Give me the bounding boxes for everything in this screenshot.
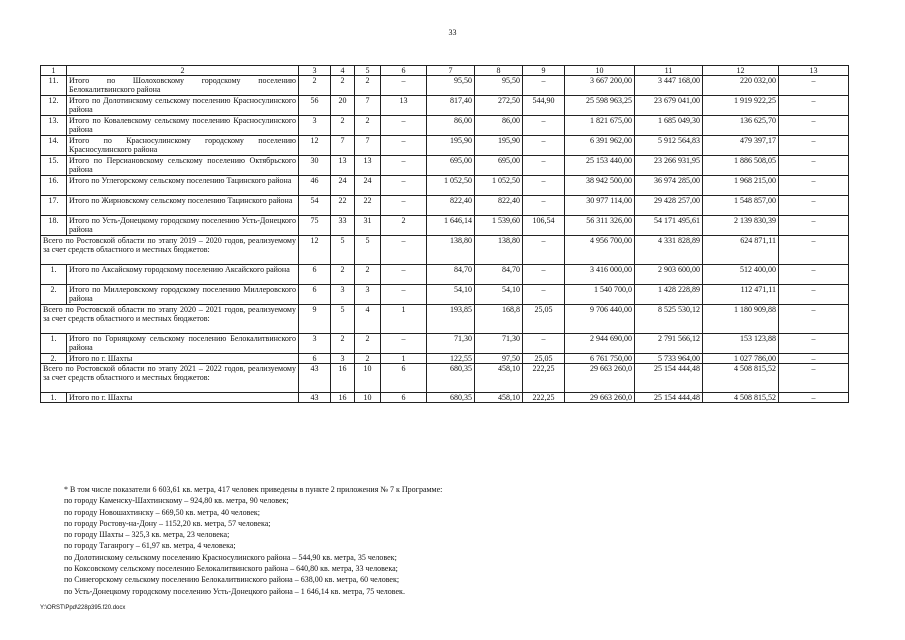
cell-value: 3 416 000,00: [565, 265, 635, 285]
footnote-line: по городу Каменску-Шахтинскому – 924,80 кв. метра, 90 человек;: [64, 496, 289, 506]
footnote-line: по городу Таганрогу – 61,97 кв. метра, 4 человека;: [64, 541, 236, 551]
cell-value: 75: [299, 216, 331, 236]
header-cell: 7: [427, 66, 475, 76]
cell-value: 2: [355, 265, 381, 285]
cell-value: 6: [299, 265, 331, 285]
footnotes: [64, 484, 844, 597]
row-number: 1.: [41, 265, 67, 285]
cell-value: 29 663 260,0: [565, 364, 635, 393]
cell-value: 2: [355, 76, 381, 96]
page-number: 33: [448, 28, 457, 37]
cell-value: 6 761 750,00: [565, 354, 635, 364]
cell-value: 5 912 564,83: [635, 136, 703, 156]
row-number: 2.: [41, 354, 67, 364]
cell-value: 822,40: [475, 196, 523, 216]
cell-value: 1 027 786,00: [703, 354, 779, 364]
cell-value: 1 685 049,30: [635, 116, 703, 136]
row-number: 1.: [41, 334, 67, 354]
cell-value: 136 625,70: [703, 116, 779, 136]
cell-value: 30: [299, 156, 331, 176]
cell-value: 7: [355, 136, 381, 156]
cell-value: 33: [331, 216, 355, 236]
table-row: [41, 216, 849, 236]
cell-value: 46: [299, 176, 331, 196]
cell-value: 54 171 495,61: [635, 216, 703, 236]
footnote-line: * В том числе показатели 6 603,61 кв. метра, 417 человек приведены в пункте 2 приложения № 7 к Программе:: [64, 485, 443, 494]
cell-value: 106,54: [523, 216, 565, 236]
cell-value: 2 791 566,12: [635, 334, 703, 354]
row-label: Итого по Жирновскому сельскому поселению Тацинского района: [67, 196, 299, 216]
cell-value: 1 548 857,00: [703, 196, 779, 216]
cell-value: 6: [299, 285, 331, 305]
cell-value: 43: [299, 364, 331, 393]
cell-value: 1 052,50: [475, 176, 523, 196]
cell-value: 1 919 922,25: [703, 96, 779, 116]
cell-value: –: [779, 265, 849, 285]
cell-value: –: [779, 334, 849, 354]
cell-value: 6: [381, 393, 427, 403]
cell-value: 2: [355, 334, 381, 354]
row-number: 14.: [41, 136, 67, 156]
cell-value: 20: [331, 96, 355, 116]
header-cell: 12: [703, 66, 779, 76]
cell-value: –: [523, 76, 565, 96]
row-number: 12.: [41, 96, 67, 116]
footnote-line: по Коксовскому сельскому поселению Белокалитвинского района – 640,80 кв. метра, 33 человека;: [64, 564, 398, 574]
cell-value: 1 886 508,05: [703, 156, 779, 176]
cell-value: 84,70: [475, 265, 523, 285]
cell-value: –: [381, 265, 427, 285]
cell-value: 36 974 285,00: [635, 176, 703, 196]
row-number: 11.: [41, 76, 67, 96]
cell-value: 12: [299, 136, 331, 156]
cell-value: 31: [355, 216, 381, 236]
cell-value: 544,90: [523, 96, 565, 116]
row-label: Всего по Ростовской области по этапу 2020 – 2021 годов, реализуемому за счет средств областного и местных бюджетов:: [41, 305, 299, 334]
cell-value: 458,10: [475, 393, 523, 403]
cell-value: –: [523, 265, 565, 285]
cell-value: 7: [331, 136, 355, 156]
row-label: Итого по Горняцкому сельскому поселению Белокалитвинского района: [67, 334, 299, 354]
cell-value: 2: [355, 116, 381, 136]
row-number: 17.: [41, 196, 67, 216]
table-row: [41, 393, 849, 403]
cell-value: 1 180 909,88: [703, 305, 779, 334]
cell-value: 3: [355, 285, 381, 305]
cell-value: –: [779, 176, 849, 196]
header-cell: 4: [331, 66, 355, 76]
cell-value: 2 944 690,00: [565, 334, 635, 354]
table-row: [41, 285, 849, 305]
cell-value: 9: [299, 305, 331, 334]
table-row: [41, 116, 849, 136]
header-cell: 2: [67, 66, 299, 76]
cell-value: 272,50: [475, 96, 523, 116]
cell-value: 24: [355, 176, 381, 196]
cell-value: 71,30: [475, 334, 523, 354]
row-label: Итого по Красносулинскому городскому поселению Красносулинского района: [67, 136, 299, 156]
cell-value: 4: [355, 305, 381, 334]
cell-value: –: [381, 285, 427, 305]
cell-value: –: [381, 156, 427, 176]
cell-value: 512 400,00: [703, 265, 779, 285]
cell-value: 1 821 675,00: [565, 116, 635, 136]
cell-value: 1: [381, 305, 427, 334]
row-label: Итого по Шолоховскому городскому поселению Белокалитвинского района: [67, 76, 299, 96]
cell-value: 2: [299, 76, 331, 96]
cell-value: 220 032,00: [703, 76, 779, 96]
cell-value: 1 646,14: [427, 216, 475, 236]
cell-value: 8 525 530,12: [635, 305, 703, 334]
header-cell: 13: [779, 66, 849, 76]
cell-value: 2 139 830,39: [703, 216, 779, 236]
row-number: 15.: [41, 156, 67, 176]
cell-value: 122,55: [427, 354, 475, 364]
cell-value: 95,50: [427, 76, 475, 96]
cell-value: 138,80: [427, 236, 475, 265]
cell-value: 13: [381, 96, 427, 116]
cell-value: 2: [331, 334, 355, 354]
cell-value: 222,25: [523, 364, 565, 393]
cell-value: 10: [355, 364, 381, 393]
cell-value: 25 153 440,00: [565, 156, 635, 176]
cell-value: 29 663 260,0: [565, 393, 635, 403]
cell-value: 56 311 326,00: [565, 216, 635, 236]
cell-value: –: [779, 354, 849, 364]
document-path: Y:\ORST\Ppd\228p395.f20.docx: [40, 605, 126, 611]
cell-value: –: [779, 96, 849, 116]
cell-value: –: [523, 176, 565, 196]
cell-value: 817,40: [427, 96, 475, 116]
cell-value: 54,10: [427, 285, 475, 305]
cell-value: 12: [299, 236, 331, 265]
cell-value: 13: [355, 156, 381, 176]
cell-value: 25,05: [523, 354, 565, 364]
cell-value: 195,90: [475, 136, 523, 156]
row-number: 13.: [41, 116, 67, 136]
table-row: [41, 196, 849, 216]
table-row: [41, 76, 849, 96]
table-row: [41, 96, 849, 116]
footnote-line: по городу Новошахтинску – 669,50 кв. метра, 40 человек;: [64, 507, 260, 517]
cell-value: 2: [331, 76, 355, 96]
cell-value: –: [779, 285, 849, 305]
cell-value: 3: [299, 334, 331, 354]
cell-value: 22: [331, 196, 355, 216]
cell-value: –: [779, 76, 849, 96]
header-cell: 3: [299, 66, 331, 76]
cell-value: 4 508 815,52: [703, 393, 779, 403]
header-cell: 9: [523, 66, 565, 76]
cell-value: –: [779, 364, 849, 393]
total-row: [41, 305, 849, 334]
cell-value: 13: [331, 156, 355, 176]
cell-value: 3 447 168,00: [635, 76, 703, 96]
cell-value: 2: [381, 216, 427, 236]
cell-value: 5 733 964,00: [635, 354, 703, 364]
cell-value: 193,85: [427, 305, 475, 334]
row-label: Итого по Углегорскому сельскому поселению Тацинского района: [67, 176, 299, 196]
cell-value: 6 391 962,00: [565, 136, 635, 156]
cell-value: 3: [299, 116, 331, 136]
cell-value: 25,05: [523, 305, 565, 334]
cell-value: 6: [381, 364, 427, 393]
cell-value: –: [779, 156, 849, 176]
cell-value: 680,35: [427, 393, 475, 403]
cell-value: 1 539,60: [475, 216, 523, 236]
header-cell: 10: [565, 66, 635, 76]
cell-value: 7: [355, 96, 381, 116]
cell-value: 29 428 257,00: [635, 196, 703, 216]
cell-value: 86,00: [475, 116, 523, 136]
cell-value: –: [381, 196, 427, 216]
row-label: Всего по Ростовской области по этапу 2019 – 2020 годов, реализуемому за счет средств областного и местных бюджетов:: [41, 236, 299, 265]
cell-value: 3: [331, 354, 355, 364]
footnote-line: по Усть-Донецкому городскому поселению Усть-Донецкого района – 1 646,14 кв. метра, 75 человек.: [64, 586, 405, 596]
footnote-line: по Долотинскому сельскому поселению Красносулинского района – 544,90 кв. метра, 35 человек;: [64, 552, 397, 562]
cell-value: –: [523, 285, 565, 305]
cell-value: 2: [331, 265, 355, 285]
cell-value: 695,00: [427, 156, 475, 176]
cell-value: –: [779, 116, 849, 136]
cell-value: 822,40: [427, 196, 475, 216]
cell-value: 43: [299, 393, 331, 403]
cell-value: 458,10: [475, 364, 523, 393]
cell-value: –: [523, 196, 565, 216]
row-label: Итого по г. Шахты: [67, 354, 299, 364]
table-row: [41, 176, 849, 196]
cell-value: 25 154 444,48: [635, 393, 703, 403]
cell-value: –: [381, 334, 427, 354]
program-table: [40, 65, 849, 403]
cell-value: 54,10: [475, 285, 523, 305]
cell-value: 2: [355, 354, 381, 364]
cell-value: 624 871,11: [703, 236, 779, 265]
total-row: [41, 364, 849, 393]
cell-value: 97,50: [475, 354, 523, 364]
footnote-line: по городу Шахты – 325,3 кв. метра, 23 человека;: [64, 530, 230, 540]
cell-value: 9 706 440,00: [565, 305, 635, 334]
cell-value: 24: [331, 176, 355, 196]
header-cell: 5: [355, 66, 381, 76]
table-row: [41, 136, 849, 156]
table-row: [41, 156, 849, 176]
cell-value: 38 942 500,00: [565, 176, 635, 196]
header-cell: 8: [475, 66, 523, 76]
cell-value: –: [381, 236, 427, 265]
cell-value: 195,90: [427, 136, 475, 156]
row-label: Итого по г. Шахты: [67, 393, 299, 403]
cell-value: 168,8: [475, 305, 523, 334]
row-label: Итого по Персиановскому сельскому поселению Октябрьского района: [67, 156, 299, 176]
cell-value: –: [523, 136, 565, 156]
cell-value: –: [381, 176, 427, 196]
cell-value: 1 540 700,0: [565, 285, 635, 305]
row-label: Итого по Аксайскому городскому поселению Аксайского района: [67, 265, 299, 285]
cell-value: 95,50: [475, 76, 523, 96]
row-label: Итого по Усть-Донецкому городскому поселению Усть-Донецкого района: [67, 216, 299, 236]
footnote-line: по Синегорскому сельскому поселению Белокалитвинского района – 638,00 кв. метра, 60 человек;: [64, 575, 400, 585]
header-cell: 11: [635, 66, 703, 76]
header-row: [41, 66, 849, 76]
row-label: Итого по Долотинскому сельскому поселению Красносулинского района: [67, 96, 299, 116]
cell-value: 695,00: [475, 156, 523, 176]
cell-value: 4 331 828,89: [635, 236, 703, 265]
table-row: [41, 334, 849, 354]
cell-value: –: [779, 196, 849, 216]
row-label: Итого по Миллеровскому городскому поселению Миллеровского района: [67, 285, 299, 305]
cell-value: 23 679 041,00: [635, 96, 703, 116]
cell-value: –: [779, 236, 849, 265]
footnote-line: по городу Ростову-на-Дону – 1152,20 кв. метра, 57 человека;: [64, 518, 271, 528]
cell-value: 3: [331, 285, 355, 305]
cell-value: 22: [355, 196, 381, 216]
table-row: [41, 354, 849, 364]
cell-value: 71,30: [427, 334, 475, 354]
cell-value: –: [523, 236, 565, 265]
cell-value: –: [381, 136, 427, 156]
cell-value: –: [779, 216, 849, 236]
row-number: 18.: [41, 216, 67, 236]
cell-value: 5: [331, 236, 355, 265]
table-row: [41, 265, 849, 285]
cell-value: –: [523, 334, 565, 354]
cell-value: –: [779, 393, 849, 403]
cell-value: 112 471,11: [703, 285, 779, 305]
row-number: 16.: [41, 176, 67, 196]
header-cell: 6: [381, 66, 427, 76]
cell-value: 2 903 600,00: [635, 265, 703, 285]
cell-value: –: [523, 156, 565, 176]
cell-value: 222,25: [523, 393, 565, 403]
cell-value: 23 266 931,95: [635, 156, 703, 176]
cell-value: 56: [299, 96, 331, 116]
cell-value: 10: [355, 393, 381, 403]
cell-value: 1: [381, 354, 427, 364]
cell-value: 25 154 444,48: [635, 364, 703, 393]
cell-value: 1 968 215,00: [703, 176, 779, 196]
cell-value: 5: [331, 305, 355, 334]
cell-value: 30 977 114,00: [565, 196, 635, 216]
cell-value: 4 956 700,00: [565, 236, 635, 265]
cell-value: 16: [331, 364, 355, 393]
cell-value: –: [779, 136, 849, 156]
cell-value: 2: [331, 116, 355, 136]
cell-value: 54: [299, 196, 331, 216]
cell-value: –: [523, 116, 565, 136]
cell-value: 86,00: [427, 116, 475, 136]
cell-value: 1 052,50: [427, 176, 475, 196]
cell-value: 479 397,17: [703, 136, 779, 156]
cell-value: 3 667 200,00: [565, 76, 635, 96]
total-row: [41, 236, 849, 265]
cell-value: 4 508 815,52: [703, 364, 779, 393]
cell-value: 138,80: [475, 236, 523, 265]
row-number: 1.: [41, 393, 67, 403]
row-label: Итого по Ковалевскому сельскому поселению Красносулинского района: [67, 116, 299, 136]
cell-value: 16: [331, 393, 355, 403]
cell-value: –: [779, 305, 849, 334]
header-cell: 1: [41, 66, 67, 76]
cell-value: 5: [355, 236, 381, 265]
cell-value: 680,35: [427, 364, 475, 393]
cell-value: 84,70: [427, 265, 475, 285]
cell-value: –: [381, 76, 427, 96]
cell-value: 6: [299, 354, 331, 364]
cell-value: –: [381, 116, 427, 136]
cell-value: 153 123,88: [703, 334, 779, 354]
row-label: Всего по Ростовской области по этапу 2021 – 2022 годов, реализуемому за счет средств областного и местных бюджетов:: [41, 364, 299, 393]
cell-value: 25 598 963,25: [565, 96, 635, 116]
cell-value: 1 428 228,89: [635, 285, 703, 305]
row-number: 2.: [41, 285, 67, 305]
